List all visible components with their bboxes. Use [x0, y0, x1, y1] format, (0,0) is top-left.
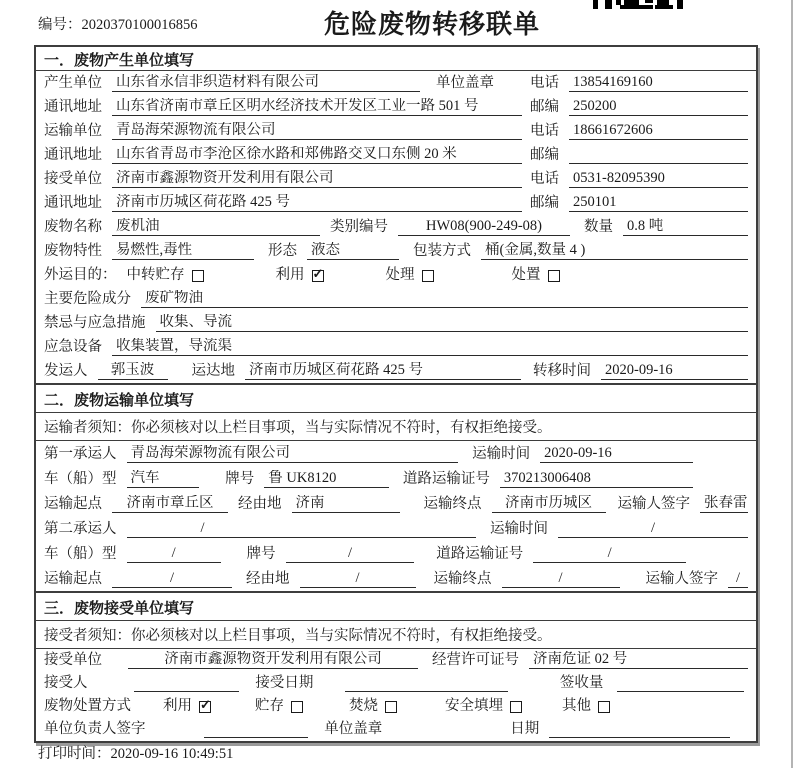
document-number-label: 编号：	[38, 17, 82, 33]
character-label: 废物特性	[44, 243, 102, 260]
address-label: 通讯地址	[44, 147, 102, 164]
endpoint-value: 济南市历城区	[492, 495, 606, 513]
character-value: 易燃性,毒性	[112, 242, 254, 260]
producer-label: 产生单位	[44, 75, 102, 92]
receive-unit-label: 接受单位	[44, 652, 102, 669]
purpose-option-use	[276, 267, 324, 284]
checkbox	[385, 701, 397, 713]
transporter-value: 青岛海荣源物流有限公司	[112, 122, 522, 140]
signed-amount-value	[617, 676, 744, 692]
row-transporter-address	[36, 143, 756, 167]
checkbox	[192, 270, 204, 282]
road-permit-value: /	[533, 545, 686, 563]
disposal-option-incinerate	[349, 698, 397, 715]
road-permit-label: 道路运输证号	[436, 546, 524, 563]
taboo-label: 禁忌与应急措施	[44, 315, 146, 332]
origin-value: /	[112, 570, 232, 588]
print-time-label: 打印时间：	[38, 746, 111, 762]
equipment-label: 应急设备	[44, 339, 102, 356]
responsible-sign-label: 单位负责人签字	[44, 721, 146, 738]
receive-date-value	[345, 676, 507, 692]
unit-seal-label: 单位盖章	[436, 75, 494, 92]
option-label: 其他	[562, 698, 591, 715]
plate-label: 牌号	[225, 471, 255, 488]
receive-unit-value: 济南市鑫源物资开发利用有限公司	[128, 651, 418, 669]
row-responsible-sign	[36, 718, 756, 741]
row-route2	[36, 566, 756, 591]
transporter-sign-label: 运输人签字	[645, 571, 718, 588]
phone-value: 18661672606	[569, 122, 748, 140]
transporter-sign-label: 运输人签字	[617, 496, 690, 513]
transfer-time-label: 转移时间	[533, 363, 591, 380]
row-receive-unit	[36, 649, 756, 672]
phone-value: 13854169160	[569, 74, 748, 92]
form-value: 液态	[307, 242, 399, 260]
section-transporter	[36, 383, 756, 591]
purpose-option-treat	[386, 267, 434, 284]
carrier2-label: 第二承运人	[44, 521, 117, 538]
transporter-sign-value: 张春雷	[700, 495, 748, 513]
disposal-option-storage	[255, 698, 303, 715]
document-number-value: 2020370100016856	[81, 17, 198, 33]
phone-value: 0531-82095390	[569, 170, 748, 188]
phone-label: 电话	[530, 75, 559, 92]
hazard-value: 废矿物油	[141, 290, 748, 308]
plate-label: 牌号	[246, 546, 276, 563]
form-label: 形态	[268, 243, 297, 260]
option-label: 贮存	[255, 698, 284, 715]
print-time	[38, 742, 233, 763]
row-producer	[36, 71, 756, 95]
transporter-notice: 运输者须知：你必须核对以上栏目事项，当与实际情况不符时，有权拒绝接受。	[36, 413, 756, 441]
row-shipper	[36, 359, 756, 383]
checkbox	[548, 270, 560, 282]
category-value: HW08(900-249-08)	[398, 218, 570, 236]
checkbox	[291, 701, 303, 713]
section-producer	[36, 47, 756, 383]
origin-value: 济南市章丘区	[112, 495, 228, 513]
row-transporter	[36, 119, 756, 143]
via-value: /	[300, 570, 416, 588]
receiver-value: 济南市鑫源物资开发利用有限公司	[112, 170, 522, 188]
vehicle-type-label: 车（船）型	[44, 546, 117, 563]
row-purpose	[36, 263, 756, 287]
zip-value	[569, 148, 748, 164]
option-label: 利用	[163, 698, 192, 715]
document-number	[38, 13, 198, 34]
row-vehicle1	[36, 466, 756, 491]
receiver-label: 接受单位	[44, 171, 102, 188]
transfer-time-value: 2020-09-16	[601, 362, 748, 380]
page-title: 危险废物转移联单	[323, 9, 541, 39]
via-label: 经由地	[246, 571, 290, 588]
section-receiver-heading: 三．废物接受单位填写	[36, 593, 756, 621]
section-transporter-heading: 二．废物运输单位填写	[36, 385, 756, 413]
hazard-label: 主要危险成分	[44, 291, 131, 308]
road-permit-label: 道路运输证号	[402, 471, 490, 488]
quantity-value: 0.8 吨	[623, 218, 748, 236]
packing-label: 包装方式	[413, 243, 471, 260]
row-disposal-method	[36, 695, 756, 718]
waste-name-label: 废物名称	[44, 219, 102, 236]
address-value: 山东省济南市章丘区明水经济技术开发区工业一路 501 号	[112, 98, 522, 116]
row-receiver-address	[36, 191, 756, 215]
row-producer-address	[36, 95, 756, 119]
row-main-hazard	[36, 287, 756, 311]
phone-label: 电话	[530, 171, 559, 188]
row-waste-name	[36, 215, 756, 239]
option-label: 处置	[511, 267, 541, 284]
row-carrier1	[36, 441, 756, 466]
endpoint-value: /	[502, 570, 620, 588]
zip-label: 邮编	[530, 99, 559, 116]
vehicle-type-value: 汽车	[127, 470, 200, 488]
signed-amount-label: 签收量	[559, 675, 604, 692]
unit-seal-label: 单位盖章	[324, 721, 383, 738]
via-label: 经由地	[238, 496, 282, 513]
transporter-sign-value: /	[728, 570, 748, 588]
transport-time-value: /	[558, 520, 748, 538]
row-waste-character	[36, 239, 756, 263]
row-taboo-measures	[36, 311, 756, 335]
address-value: 济南市历城区荷花路 425 号	[112, 194, 522, 212]
checkbox	[510, 701, 522, 713]
plate-value: 鲁 UK8120	[264, 470, 389, 488]
waste-name-value: 废机油	[112, 218, 320, 236]
shipper-label: 发运人	[44, 363, 88, 380]
receiver-notice: 接受者须知：你必须核对以上栏目事项，当与实际情况不符时，有权拒绝接受。	[36, 621, 756, 649]
row-vehicle2	[36, 541, 756, 566]
address-label: 通讯地址	[44, 195, 102, 212]
phone-label: 电话	[530, 123, 559, 140]
transport-time-label: 运输时间	[472, 446, 531, 463]
road-permit-value: 370213006408	[500, 470, 693, 488]
origin-label: 运输起点	[44, 496, 102, 513]
row-carrier2	[36, 516, 756, 541]
address-label: 通讯地址	[44, 99, 102, 116]
category-label: 类别编号	[330, 219, 388, 236]
endpoint-label: 运输终点	[433, 571, 492, 588]
row-emergency-equipment	[36, 335, 756, 359]
option-label: 处理	[385, 267, 415, 284]
purpose-label: 外运目的：	[44, 267, 117, 284]
vehicle-type-label: 车（船）型	[44, 471, 117, 488]
section-receiver	[36, 591, 756, 741]
sign-date-label: 日期	[510, 721, 540, 738]
responsible-sign-value	[204, 722, 309, 738]
print-time-value: 2020-09-16 10:49:51	[110, 746, 234, 762]
destination-label: 运达地	[191, 363, 235, 380]
vehicle-type-value: /	[127, 545, 221, 563]
disposal-option-landfill	[445, 698, 522, 715]
zip-value: 250200	[569, 98, 748, 116]
document-header	[0, 0, 796, 45]
receive-date-label: 接受日期	[255, 675, 314, 692]
purpose-option-dispose	[512, 267, 560, 284]
option-label: 焚烧	[349, 698, 378, 715]
row-receiver	[36, 167, 756, 191]
carrier2-value: /	[127, 520, 477, 538]
endpoint-label: 运输终点	[423, 496, 482, 513]
checkbox	[312, 270, 324, 282]
transport-time-value: 2020-09-16	[540, 445, 693, 463]
zip-value: 250101	[569, 194, 748, 212]
transport-time-label: 运输时间	[490, 521, 548, 538]
row-route1	[36, 491, 756, 516]
option-label: 中转贮存	[126, 267, 185, 284]
address-value: 山东省青岛市李沧区徐水路和郑佛路交叉口东侧 20 米	[112, 146, 522, 164]
shipper-value: 郭玉波	[98, 362, 168, 380]
zip-label: 邮编	[530, 195, 559, 212]
checkbox	[199, 701, 211, 713]
purpose-option-storage	[127, 267, 204, 284]
option-label: 安全填埋	[445, 698, 503, 715]
carrier1-label: 第一承运人	[44, 446, 117, 463]
via-value: 济南	[292, 495, 400, 513]
row-receive-person	[36, 672, 756, 695]
qr-code-fragment	[593, 0, 683, 10]
origin-label: 运输起点	[44, 571, 102, 588]
manifest-form	[34, 45, 758, 743]
disposal-option-other	[562, 698, 610, 715]
taboo-value: 收集、导流	[156, 314, 749, 332]
page-edge-line	[791, 0, 793, 768]
producer-value: 山东省永信非织造材料有限公司	[112, 74, 420, 92]
license-value: 济南危证 02 号	[529, 651, 748, 669]
disposal-option-use	[163, 698, 211, 715]
packing-value: 桶(金属,数量 4 )	[481, 242, 748, 260]
equipment-value: 收集装置，导流渠	[112, 338, 748, 356]
quantity-label: 数量	[584, 219, 613, 236]
receive-person-label: 接受人	[44, 675, 88, 692]
disposal-method-label: 废物处置方式	[44, 698, 131, 715]
zip-label: 邮编	[530, 147, 559, 164]
destination-value: 济南市历城区荷花路 425 号	[245, 362, 521, 380]
section-producer-heading: 一．废物产生单位填写	[36, 47, 756, 71]
option-label: 利用	[275, 267, 305, 284]
checkbox	[422, 270, 434, 282]
plate-value: /	[286, 545, 415, 563]
license-label: 经营许可证号	[432, 652, 519, 669]
checkbox	[598, 701, 610, 713]
transporter-label: 运输单位	[44, 123, 102, 140]
receive-person-value	[134, 676, 240, 692]
sign-date-value	[549, 722, 730, 738]
carrier1-value: 青岛海荣源物流有限公司	[127, 445, 459, 463]
